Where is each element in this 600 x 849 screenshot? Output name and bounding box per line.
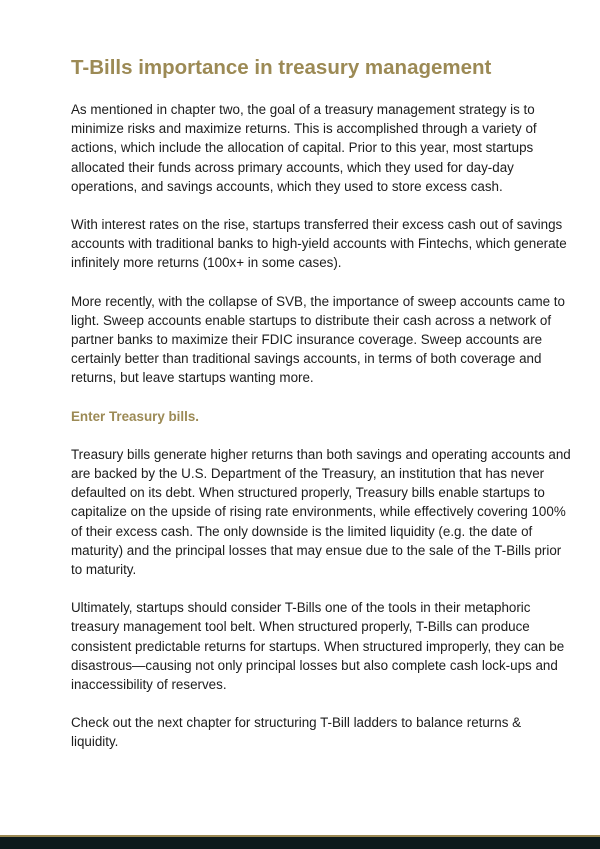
paragraph-interest-rates: With interest rates on the rise, startups transferred their excess cash out of savings accounts with traditional banks to high-yield accounts with Fintechs, which generate infinitely more returns (100x+ in some cases).: [71, 217, 567, 271]
document-body: [71, 55, 571, 771]
paragraph-treasury-bills: Treasury bills generate higher returns than both savings and operating accounts and are backed by the U.S. Department of the Treasury, an institution that has never defaulted on its debt. When structured properly, Treasury bills enable startups to capitalize on the upside of rising rate environments, while effectively covering 100% of their excess cash. The only downside is the limited liquidity (e.g. the date of maturity) and the principal losses that may ensue due to the sale of the T-Bills prior to maturity.: [71, 446, 571, 578]
paragraph-treasury-strategy: As mentioned in chapter two, the goal of a treasury management strategy is to minimize risks and maximize returns. This is accomplished through a variety of actions, which include the allocation of capital. Prior to this year, most startups allocated their funds across primary accounts, which they used for day-day operations, and savings accounts, which they used to store excess cash.: [71, 102, 537, 194]
page-title: T-Bills importance in treasury management: [71, 56, 492, 79]
paragraph-next-chapter: Check out the next chapter for structuring T-Bill ladders to balance returns & liquidity.: [71, 715, 522, 750]
footer-bar: [0, 837, 600, 849]
paragraph-ultimately: Ultimately, startups should consider T-Bills one of the tools in their metaphoric treasury management tool belt. When structured properly, T-Bills can produce consistent predictable returns for startups. When structured improperly, they can be disastrous—causing not only principal losses but also complete cash lock-ups and inaccessibility of reserves.: [71, 600, 565, 693]
paragraph-sweep-accounts: More recently, with the collapse of SVB, the importance of sweep accounts came to light. Sweep accounts enable startups to distribute their cash across a network of partner banks to maximize their FDIC insurance coverage. Sweep accounts are certainly better than traditional savings accounts, in terms of both coverage and returns, but leave startups wanting more.: [71, 293, 565, 386]
section-subheading: Enter Treasury bills.: [71, 408, 200, 424]
